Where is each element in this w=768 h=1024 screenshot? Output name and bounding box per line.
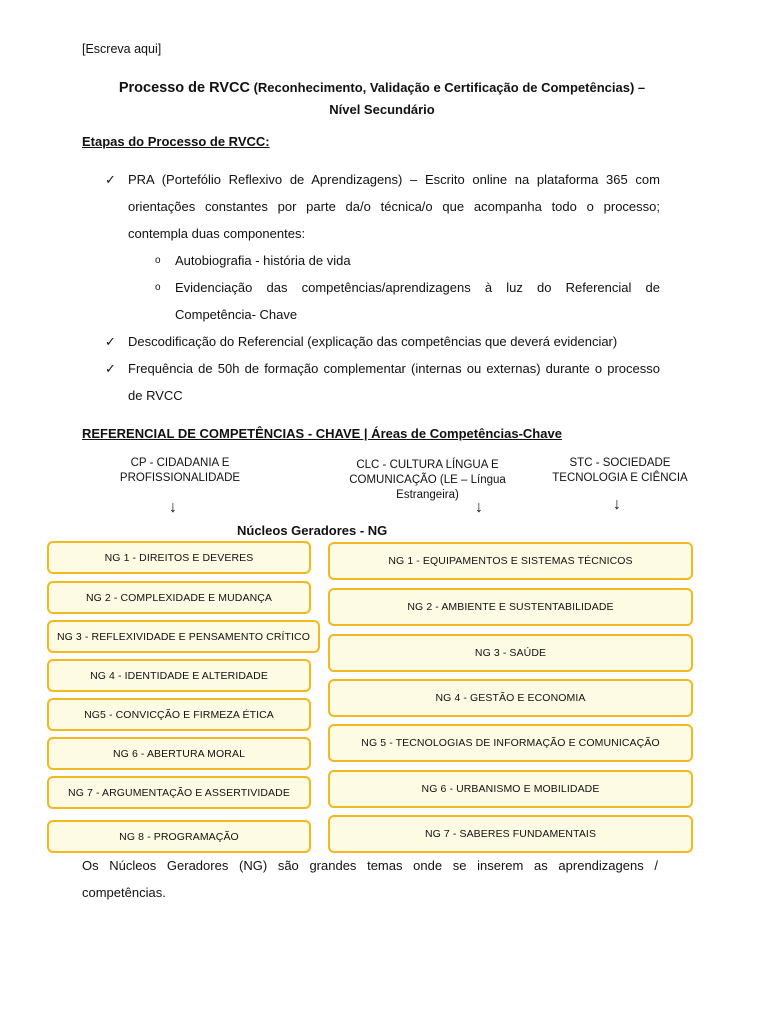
area-clc xyxy=(335,458,520,503)
arrow-down-icon: ↓ xyxy=(475,499,483,516)
ng-box-cp xyxy=(47,737,311,770)
ng-label: NG 4 - IDENTIDADE E ALTERIDADE xyxy=(90,669,268,682)
area-cp-line: PROFISSIONALIDADE xyxy=(119,472,241,484)
ng-box-cp xyxy=(47,698,311,731)
sub-bullet-text: Evidenciação das competências/aprendizagens à luz do Referencial de Competência- Chave xyxy=(175,280,660,322)
sub-bullet-item xyxy=(155,247,660,274)
ng-box-cp xyxy=(47,541,311,574)
checkmark-icon: ✓ xyxy=(105,334,116,349)
page-title xyxy=(60,77,704,120)
checkmark-icon: ✓ xyxy=(105,361,116,376)
bullet-item xyxy=(105,328,660,355)
ng-label: NG 6 - URBANISMO E MOBILIDADE xyxy=(421,783,600,795)
bullet-item xyxy=(105,166,660,247)
ng-label: NG 1 - DIREITOS E DEVERES xyxy=(104,551,254,564)
bullet-item xyxy=(105,355,660,409)
ng-box-cp xyxy=(47,581,311,614)
referencial-heading: REFERENCIAL DE COMPETÊNCIAS - CHAVE | Áreas de Competências-Chave xyxy=(82,426,562,441)
area-stc xyxy=(540,456,700,486)
circle-bullet-icon: o xyxy=(155,282,161,293)
ng-label: NG 6 - ABERTURA MORAL xyxy=(112,747,246,760)
bullet-text: Frequência de 50h de formação complementar (internas ou externas) durante o processo de RVCC xyxy=(128,361,660,403)
arrow-down-icon: ↓ xyxy=(169,499,177,516)
ng-box-cp xyxy=(47,620,320,653)
circle-bullet-icon: o xyxy=(155,255,161,266)
bullet-text: PRA (Portefólio Reflexivo de Aprendizagens) – Escrito online na plataforma 365 com orientações constantes por parte da/o técnica/o que acompanha todo o processo; contempla duas componentes: xyxy=(128,172,660,241)
ng-box-stc xyxy=(328,815,693,853)
ng-label: NG 3 - SAÚDE xyxy=(474,647,547,659)
area-clc-line: CLC - CULTURA LÍNGUA E xyxy=(356,459,499,471)
ng-box-stc xyxy=(328,770,693,808)
sub-bullet-text: Autobiografia - história de vida xyxy=(175,253,351,268)
ng-label: NG 4 - GESTÃO E ECONOMIA xyxy=(435,692,586,704)
area-cp-line: CP - CIDADANIA E xyxy=(130,457,230,469)
area-cp xyxy=(100,456,260,486)
ng-title: Núcleos Geradores - NG xyxy=(237,523,388,538)
checkmark-icon: ✓ xyxy=(105,172,116,187)
title-paren: (Reconhecimento, Validação e Certificação de Competências) – xyxy=(253,80,646,95)
ng-label: NG 2 - COMPLEXIDADE E MUDANÇA xyxy=(85,591,273,604)
area-clc-line: Estrangeira) xyxy=(396,489,459,501)
ng-box-stc xyxy=(328,679,693,717)
bullet-text: Descodificação do Referencial (explicação das competências que deverá evidenciar) xyxy=(128,334,618,349)
footer-text: Os Núcleos Geradores (NG) são grandes temas onde se inserem as aprendizagens / competências. xyxy=(82,858,658,900)
ng-box-stc xyxy=(328,588,693,626)
header-placeholder: [Escreva aqui] xyxy=(82,42,162,56)
area-clc-line: COMUNICAÇÃO (LE – Língua xyxy=(349,474,506,486)
ng-box-stc xyxy=(328,634,693,672)
title-main: Processo de RVCC xyxy=(118,80,250,96)
ng-label: NG 3 - REFLEXIVIDADE E PENSAMENTO CRÍTICO xyxy=(56,630,311,643)
ng-box-stc xyxy=(328,542,693,580)
ng-label: NG 2 - AMBIENTE E SUSTENTABILIDADE xyxy=(407,601,614,613)
ng-label: NG 7 - SABERES FUNDAMENTAIS xyxy=(424,828,597,840)
ng-box-cp xyxy=(47,820,311,853)
ng-box-cp xyxy=(47,659,311,692)
ng-label: NG 7 - ARGUMENTAÇÃO E ASSERTIVIDADE xyxy=(68,786,290,799)
sub-bullet-item xyxy=(155,274,660,328)
ng-label: NG5 - CONVICÇÃO E FIRMEZA ÉTICA xyxy=(84,708,274,721)
arrow-down-icon: ↓ xyxy=(613,496,621,513)
area-stc-line: TECNOLOGIA E CIÊNCIA xyxy=(552,472,688,484)
ng-label: NG 5 - TECNOLOGIAS DE INFORMAÇÃO E COMUNICAÇÃO xyxy=(361,737,660,749)
ng-label: NG 8 - PROGRAMAÇÃO xyxy=(119,830,239,843)
ng-label: NG 1 - EQUIPAMENTOS E SISTEMAS TÉCNICOS xyxy=(388,555,633,567)
area-stc-line: STC - SOCIEDADE xyxy=(569,457,671,469)
ng-box-stc xyxy=(328,724,693,762)
ng-box-cp xyxy=(47,776,311,809)
title-line2: Nível Secundário xyxy=(329,102,435,117)
etapas-heading: Etapas do Processo de RVCC: xyxy=(82,134,270,149)
